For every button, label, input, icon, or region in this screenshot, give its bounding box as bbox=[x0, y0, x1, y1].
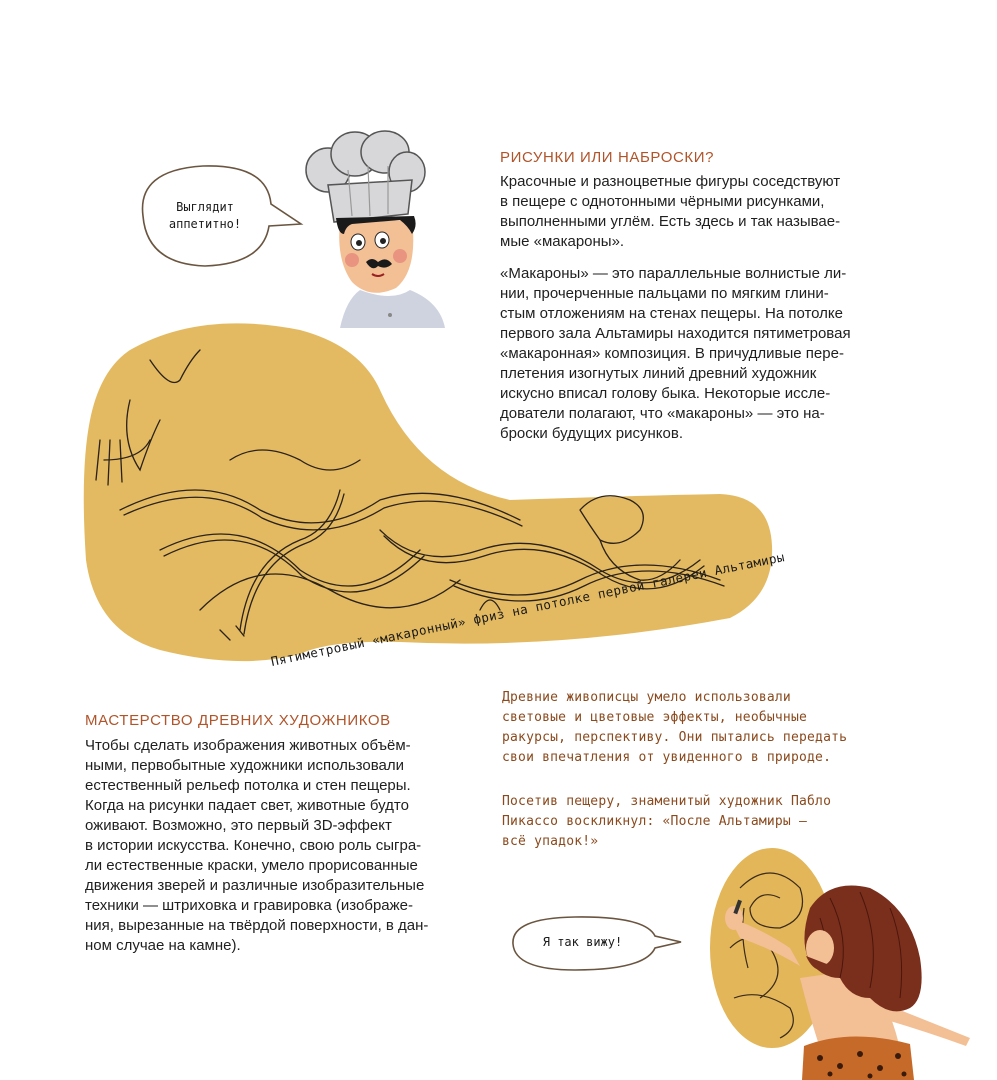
note-ancient-painters bbox=[502, 688, 862, 768]
text-line: выполненными углём. Есть здесь и так называе- bbox=[500, 213, 841, 230]
text-line: в пещере с однотонными чёрными рисунками, bbox=[500, 193, 825, 210]
chef-hat bbox=[306, 131, 425, 222]
note-line: свои впечатления от увиденного в природе. bbox=[502, 750, 832, 765]
text-line: Красочные и разноцветные фигуры соседствуют bbox=[500, 173, 841, 190]
note-line: ракурсы, перспективу. Они пытались передать bbox=[502, 730, 848, 745]
text-line: искусно вписал голову быка. Некоторые иссле- bbox=[500, 385, 831, 402]
text-line: дователи полагают, что «макароны» — это на- bbox=[500, 405, 825, 422]
text-line: ли естественные краски, умело прорисованные bbox=[85, 857, 418, 874]
section2-paragraph bbox=[85, 736, 465, 956]
frieze-caption: Пятиметровый «макаронный» фриз на потолке первой галереи Альтамиры bbox=[269, 549, 786, 669]
note-line: всё упадок!» bbox=[502, 834, 599, 849]
text-line: стым отложениям на стенах пещеры. На потолке bbox=[500, 305, 844, 322]
note-line: Древние живописцы умело использовали bbox=[502, 690, 791, 705]
text-line: в истории искусства. Конечно, свою роль сыгра- bbox=[85, 837, 422, 854]
text-line: «Макароны» — это параллельные волнистые ли- bbox=[500, 265, 847, 282]
text-line: броски будущих рисунков. bbox=[500, 425, 684, 442]
text-line: Когда на рисунки падает свет, животные будто bbox=[85, 797, 409, 814]
section-title-sketches: РИСУНКИ ИЛИ НАБРОСКИ? bbox=[500, 149, 715, 166]
note-line: Пикассо воскликнул: «После Альтамиры – bbox=[502, 814, 808, 829]
note-line: Посетив пещеру, знаменитый художник Пабло bbox=[502, 794, 832, 809]
text-line: естественный рельеф потолка и стен пещеры. bbox=[85, 777, 411, 794]
section1-paragraph-2 bbox=[500, 264, 880, 444]
section1-paragraph-1 bbox=[500, 172, 880, 252]
chef-illustration bbox=[300, 130, 450, 330]
caveman-illustration bbox=[700, 848, 990, 1080]
chef-bubble-line-2: аппетитно! bbox=[168, 217, 242, 231]
text-line: плетения изогнутых линий древний художник bbox=[500, 365, 817, 382]
note-picasso-quote bbox=[502, 792, 862, 852]
text-line: Чтобы сделать изображения животных объём- bbox=[85, 737, 411, 754]
text-line: ном случае на камне). bbox=[85, 937, 241, 954]
text-line: мые «макароны». bbox=[500, 233, 625, 250]
text-line: нии, прочерченные пальцами по мягким глини- bbox=[500, 285, 829, 302]
text-line: оживают. Возможно, это первый 3D-эффект bbox=[85, 817, 392, 834]
section-title-mastery: МАСТЕРСТВО ДРЕВНИХ ХУДОЖНИКОВ bbox=[85, 712, 391, 729]
text-line: движения зверей и различные изобразительные bbox=[85, 877, 425, 894]
text-line: первого зала Альтамиры находится пятиметровая bbox=[500, 325, 851, 342]
text-line: техники — штриховка и гравировка (изображе- bbox=[85, 897, 414, 914]
text-line: «макаронная» композиция. В причудливые пере- bbox=[500, 345, 844, 362]
text-line: ния, вырезанные на твёрдой поверхности, в дан- bbox=[85, 917, 429, 934]
note-line: световые и цветовые эффекты, необычные bbox=[502, 710, 808, 725]
chef-bubble-line-1: Выглядит bbox=[176, 200, 234, 214]
caveman-bubble-text: Я так вижу! bbox=[542, 935, 623, 949]
text-line: ными, первобытные художники использовали bbox=[85, 757, 404, 774]
chef-bubble-text bbox=[150, 199, 260, 233]
